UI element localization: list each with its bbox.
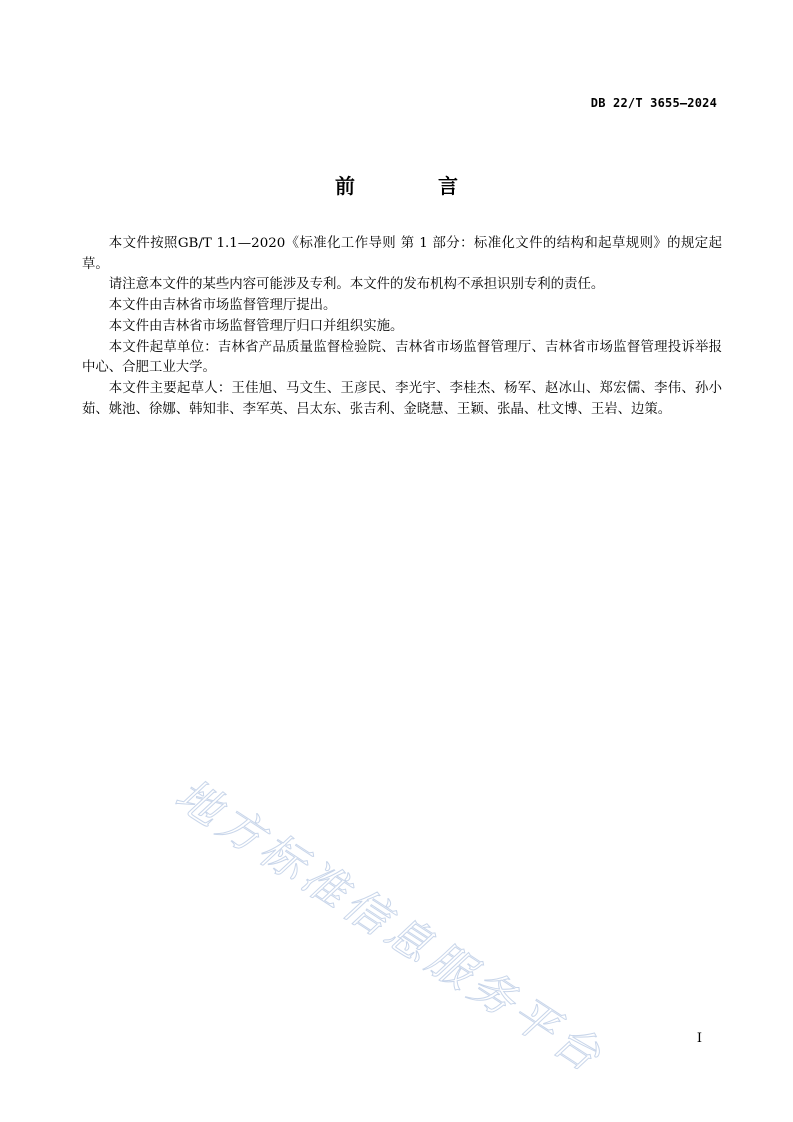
page-number: I [696, 1031, 702, 1046]
body-text [82, 234, 722, 420]
paragraph-drafters: 本文件主要起草人：王佳旭、马文生、王彦民、李光宇、李桂杰、杨军、赵冰山、郑宏儒、李伟、孙小茹、姚池、徐娜、韩知非、李军英、吕太东、张吉利、金晓慧、王颖、张晶、杜文博、王岩、边策。 [82, 380, 722, 417]
paragraph-administrator: 本文件由吉林省市场监督管理厅归口并组织实施。 [108, 318, 404, 334]
watermark: 地方标准信息服务平台 [166, 769, 614, 1085]
page-title: 前 言 [335, 174, 496, 198]
paragraph-drafting-units: 本文件起草单位：吉林省产品质量监督检验院、吉林省市场监督管理厅、吉林省市场监督管理投诉举报中心、合肥工业大学。 [82, 339, 722, 376]
paragraph-drafting-rules: 本文件按照GB/T 1.1—2020《标准化工作导则 第 1 部分：标准化文件的结构和起草规则》的规定起草。 [82, 236, 722, 272]
document-code: DB 22/T 3655—2024 [590, 96, 717, 110]
paragraph-patent-notice: 请注意本文件的某些内容可能涉及专利。本文件的发布机构不承担识别专利的责任。 [108, 277, 605, 293]
paragraph-proposer: 本文件由吉林省市场监督管理厅提出。 [108, 298, 337, 314]
